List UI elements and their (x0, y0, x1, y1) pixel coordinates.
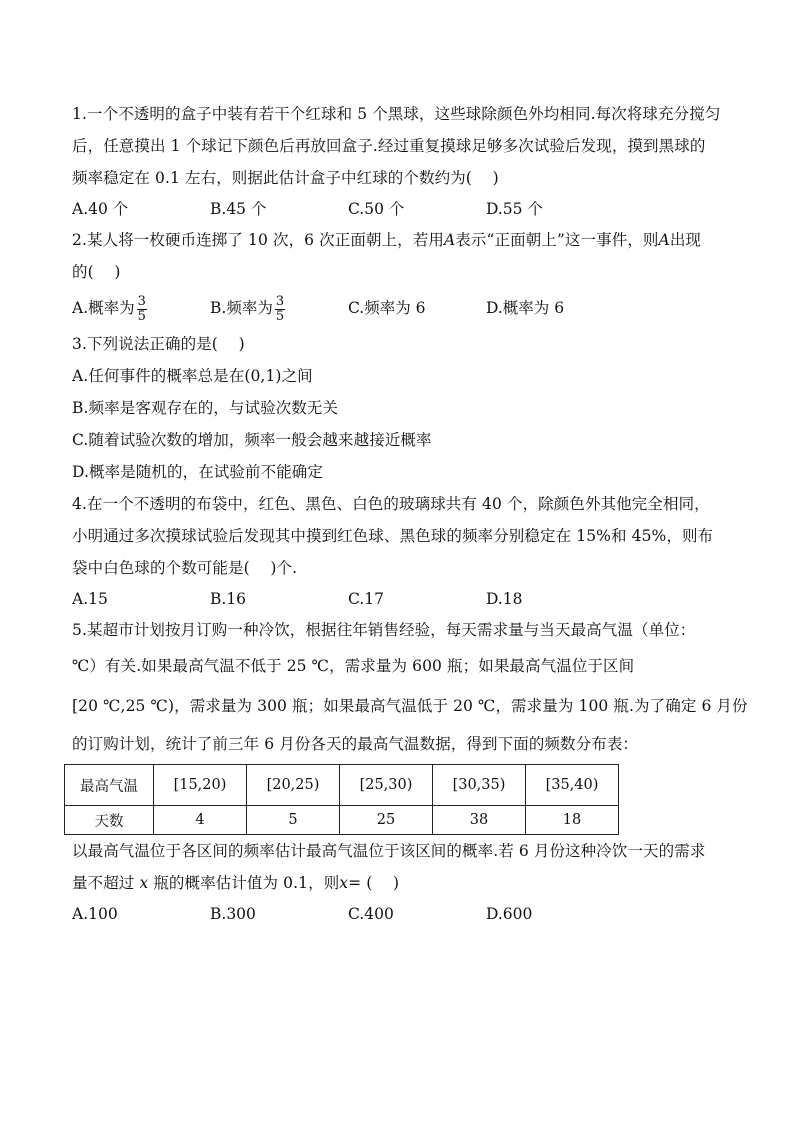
q5-after-2-b: 瓶的概率估计值为 0.1，则 (153, 874, 340, 892)
q2-var-a-2: A (658, 231, 670, 249)
table-cell: 最高气温 (65, 765, 154, 806)
q2-option-a (72, 288, 210, 328)
q3-option-b: B.频率是客观存在的，与试验次数无关 (72, 399, 339, 417)
fraction-denominator: 5 (275, 308, 285, 324)
q2-option-b-label: B.频率为 (210, 299, 273, 317)
table-cell: [20,25) (247, 765, 340, 806)
q4-option-a: A.15 (72, 590, 108, 608)
q2-line-1 (72, 224, 728, 256)
table-cell: [15,20) (154, 765, 247, 806)
q1-options (72, 194, 728, 224)
q3-option-a-tail: 之间 (281, 367, 313, 385)
q3-option-a-text: A.任何事件的概率总是在 (72, 367, 245, 385)
question-5 (72, 614, 748, 929)
q4-option-c: C.17 (348, 590, 384, 608)
fraction-numerator: 3 (137, 293, 146, 309)
q3-option-d: D.概率是随机的，在试验前不能确定 (72, 463, 324, 481)
frequency-table (64, 764, 619, 835)
q5-after-2-c: = ( ) (348, 874, 400, 892)
q2-line-2: 的( ) (72, 263, 121, 281)
table-cell: 18 (526, 806, 619, 835)
q3-stem: 3.下列说法正确的是( ) (72, 335, 245, 353)
q5-after-1: 以最高气温位于各区间的频率估计最高气温位于该区间的概率.若 6 月份这种冷饮一天的需求 (72, 842, 706, 860)
q4-line-3: 袋中白色球的个数可能是( )个. (72, 559, 298, 577)
q4-option-b: B.16 (210, 590, 247, 608)
q2-option-b (210, 288, 348, 328)
q5-line-3: [20 ℃,25 ℃)，需求量为 300 瓶；如果最高气温低于 20 ℃，需求量为 100 瓶.为了确定 6 月份 (72, 697, 748, 715)
table-cell: 25 (340, 806, 433, 835)
q4-line-2: 小明通过多次摸球试验后发现其中摸到红色球、黑色球的频率分别稳定在 15%和 45%，则布 (72, 527, 714, 545)
fraction-denominator: 5 (137, 308, 146, 324)
fraction-three-fifths (137, 295, 147, 324)
q5-after-2-a: 量不超过 (72, 874, 135, 892)
q1-line-1: 1.一个不透明的盒子中装有若干个红球和 5 个黑球，这些球除颜色外均相同.每次将球充分搅匀 (72, 105, 721, 123)
table-cell: 38 (433, 806, 526, 835)
q1-option-d: D.55 个 (486, 200, 543, 218)
table-row-header (65, 765, 619, 806)
worksheet (72, 98, 748, 929)
question-3 (72, 328, 728, 488)
q4-options (72, 584, 728, 614)
q4-option-d: D.18 (486, 590, 523, 608)
q4-line-1: 4.在一个不透明的布袋中，红色、黑色、白色的玻璃球共有 40 个，除颜色外其他完全相同， (72, 495, 710, 513)
q2-text-c: 出现 (669, 231, 702, 249)
q2-text-a: 2.某人将一枚硬币连掷了 10 次，6 次正面朝上，若用 (72, 231, 444, 249)
q2-option-d: D.概率为 6 (486, 299, 565, 317)
table-cell: [30,35) (433, 765, 526, 806)
q2-option-c: C.频率为 6 (348, 299, 426, 317)
q2-options (72, 288, 728, 328)
table-row-days (65, 806, 619, 835)
table-cell: 4 (154, 806, 247, 835)
q1-line-2: 后，任意摸出 1 个球记下颜色后再放回盒子.经过重复摸球足够多次试验后发现，摸到黑球的 (72, 137, 706, 155)
q2-text-b: 表示“正面朝上”这一事件，则 (455, 231, 659, 249)
q2-option-a-label: A.概率为 (72, 299, 135, 317)
question-4 (72, 488, 728, 614)
table-cell: [25,30) (340, 765, 433, 806)
question-1 (72, 98, 728, 224)
q2-var-a: A (443, 231, 456, 249)
q5-var-x: x (139, 874, 149, 892)
q1-option-b: B.45 个 (210, 200, 267, 218)
q5-option-a: A.100 (72, 905, 118, 923)
q3-option-c: C.随着试验次数的增加，频率一般会越来越接近概率 (72, 431, 432, 449)
q5-after-2 (72, 867, 728, 899)
table-cell: 5 (247, 806, 340, 835)
fraction-three-fifths (275, 295, 285, 324)
q5-var-x-2: x (339, 874, 349, 892)
q5-option-d: D.600 (486, 905, 533, 923)
q3-option-a (72, 360, 728, 392)
q1-option-c: C.50 个 (348, 200, 405, 218)
q3-interval: (0,1) (244, 367, 282, 385)
q5-line-4: 的订购计划，统计了前三年 6 月份各天的最高气温数据，得到下面的频数分布表： (72, 735, 639, 753)
q5-option-c: C.400 (348, 905, 394, 923)
q5-options (72, 899, 728, 929)
q1-line-3: 频率稳定在 0.1 左右，则据此估计盒子中红球的个数约为( ) (72, 169, 499, 187)
q5-line-2: ℃）有关.如果最高气温不低于 25 ℃，需求量为 600 瓶；如果最高气温位于区间 (72, 657, 635, 675)
table-cell: 天数 (65, 806, 154, 835)
q5-line-1: 5.某超市计划按月订购一种冷饮，根据往年销售经验，每天需求量与当天最高气温（单位： (72, 621, 696, 639)
q1-option-a: A.40 个 (72, 200, 129, 218)
table-cell: [35,40) (526, 765, 619, 806)
q5-option-b: B.300 (210, 905, 256, 923)
fraction-numerator: 3 (275, 293, 285, 309)
question-2 (72, 224, 728, 328)
